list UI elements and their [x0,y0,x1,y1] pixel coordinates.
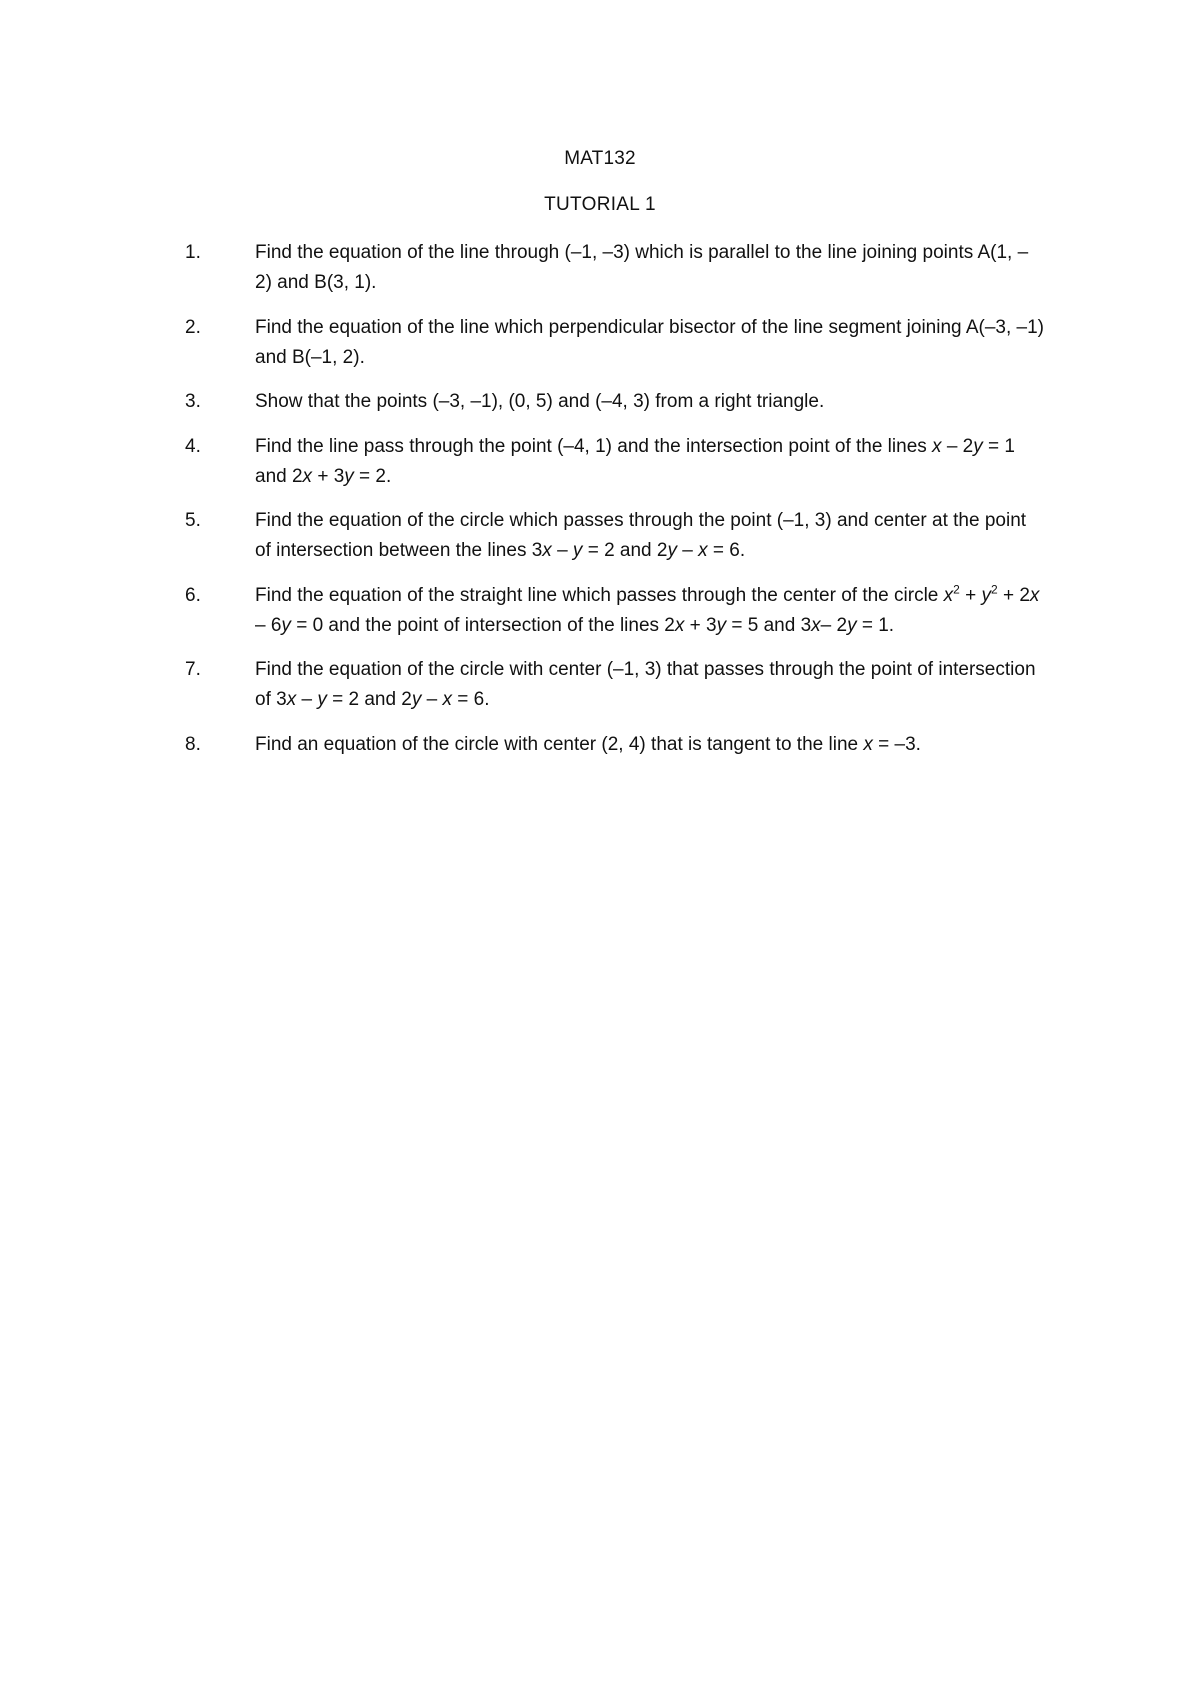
question-text-part: = 6. [707,540,746,561]
math-variable: x [442,689,452,710]
question-text [255,313,1045,373]
tutorial-title: TUTORIAL 1 [544,194,656,215]
math-variable: x [674,614,685,636]
math-variable: x [286,689,297,710]
math-variable: x [943,584,954,606]
question-text-part: = 6. [452,689,490,710]
question-text [255,238,1045,298]
math-variable: x [302,465,313,487]
math-variable: y [981,584,991,606]
question-text-part: – 2 [820,614,848,636]
question-text-part: Find the equation of the circle which passes through the point (–1, 3) and center at the point of intersection between the lines 3 [255,510,1027,561]
question-6 [185,581,1045,641]
math-variable: x [1029,584,1040,606]
question-text-part: = 1 and 2 [255,435,1015,487]
question-number: 7. [185,659,201,680]
math-variable: x [698,540,708,561]
math-variable: x [863,733,873,755]
question-text-part: Find the equation of the straight line which passes through the center of the circle [255,584,944,606]
question-number: 5. [185,510,201,531]
math-variable: y [572,540,583,561]
math-variable: x [542,540,552,561]
question-5 [185,506,1045,566]
question-text [255,581,1045,641]
question-text [255,432,1045,492]
question-text-part: – [676,540,699,561]
math-variable: y [667,540,677,561]
question-text-part: = 5 and 3 [726,614,812,636]
question-text-part: Find the line pass through the point (–4, 1) and the intersection point of the lines [255,435,933,457]
math-variable: y [281,614,291,636]
question-text-part: Find an equation of the circle with center (2, 4) that is tangent to the line [255,733,864,755]
math-variable: x [932,435,942,457]
math-variable: y [411,689,422,710]
math-variable: y [973,435,983,457]
question-number: 2. [185,316,201,338]
question-4 [185,432,1045,492]
math-variable: y [317,689,327,710]
question-text-part: Find the equation of the circle with center (–1, 3) that passes through the point of intersection of 3 [255,659,1036,710]
question-number: 3. [185,391,201,412]
question-1 [185,238,1045,298]
question-text-part: – [296,689,318,710]
question-text-part: = 2 and 2 [326,689,412,710]
question-text-part: = 0 and the point of intersection of the lines 2 [290,614,675,636]
math-exponent: 2 [953,582,960,597]
math-variable: y [847,614,857,636]
question-number: 4. [185,435,201,457]
math-variable: y [344,465,354,487]
math-variable: x [811,614,821,636]
question-text-part: = 1. [856,614,895,636]
question-text [255,387,1045,417]
question-text [255,730,1045,760]
question-text-part: – 6 [255,614,282,636]
question-text-part: Find the equation of the line through (–1, –3) which is parallel to the line joining points A(1, –2) and B(3, 1). [255,242,1029,293]
question-text-part: + 3 [312,465,345,487]
question-8 [185,730,1045,760]
question-number: 6. [185,584,201,606]
question-text-part: Show that the points (–3, –1), (0, 5) and (–4, 3) from a right triangle. [255,391,825,412]
question-2 [185,313,1045,373]
question-text [255,655,1045,715]
question-text-part: – [551,540,573,561]
question-text-part: = 2 and 2 [582,540,668,561]
question-text-part: + 2 [997,584,1030,606]
question-text-part: = 2. [353,465,392,487]
question-text [255,506,1045,566]
question-list [185,238,1045,774]
question-text-part: – [421,689,443,710]
math-variable: y [716,614,727,636]
question-7 [185,655,1045,715]
question-text-part: + 3 [684,614,717,636]
question-text-part: Find the equation of the line which perpendicular bisector of the line segment joining A(–3, –1) and B(–1, 2). [255,316,1044,368]
question-text-part: = –3. [872,733,921,755]
course-code: MAT132 [564,148,636,169]
math-exponent: 2 [990,582,998,597]
question-text-part: – 2 [941,435,974,457]
question-number: 8. [185,733,201,755]
question-text-part: + [959,584,982,606]
question-number: 1. [185,242,201,263]
question-3 [185,387,1045,417]
